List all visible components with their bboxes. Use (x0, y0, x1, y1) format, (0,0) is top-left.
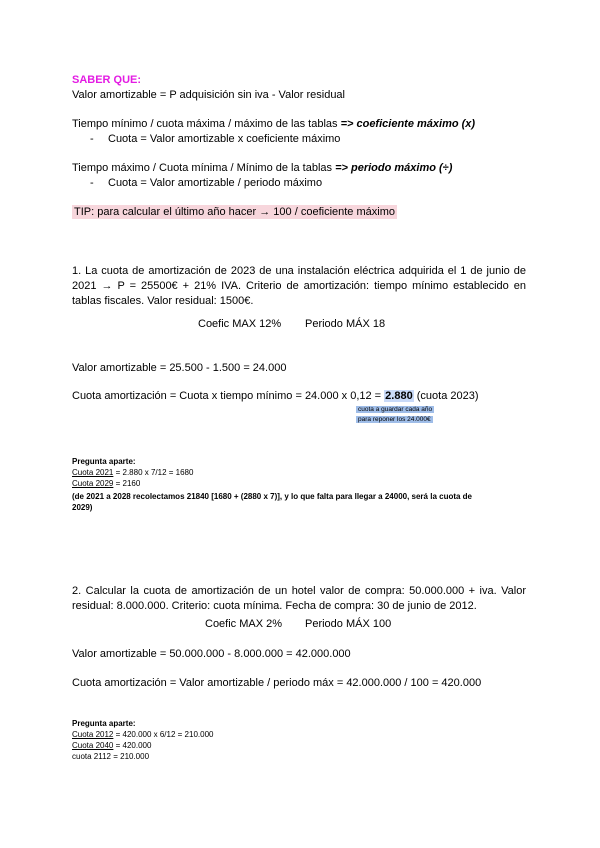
ex1-statement-line-2: 2021 → P = 25500€ + 21% IVA. Criterio de amortización: tiempo mínimo establecido en (72, 280, 526, 292)
ex1-note-line-2 (356, 415, 433, 424)
ex2-aparte-q1-label: Cuota 2012 (72, 730, 114, 739)
ex1-aparte-title: Pregunta aparte: (72, 457, 136, 466)
ex2-aparte-title: Pregunta aparte: (72, 719, 136, 728)
ex1-note-highlight-2: para reponer los 24.000€ (358, 416, 431, 423)
ex1-cuota-suffix: (cuota 2023) (413, 390, 479, 402)
rule-maximo (72, 117, 475, 131)
bullet-minimo-text: Cuota = Valor amortizable / periodo máximo (108, 177, 323, 189)
ex2-aparte-q2-value: = 420.000 (113, 741, 152, 750)
bullet-minimo (90, 176, 322, 190)
bullet-maximo-text: Cuota = Valor amortizable x coeficiente máximo (108, 133, 341, 145)
ex1-aparte-q2-value: = 2160 (113, 479, 141, 488)
ex1-aparte-q1-value: = 2.880 x 7/12 = 1680 (113, 468, 194, 477)
bullet-mark: - (90, 177, 94, 189)
ex1-aparte-q1 (72, 468, 193, 478)
ex2-aparte-q2-label: Cuota 2040 (72, 741, 114, 750)
ex2-aparte-q1-value: = 420.000 x 6/12 = 210.000 (113, 730, 214, 739)
ex2-aparte-q3: cuota 2112 = 210.000 (72, 752, 150, 761)
ex1-aparte-q2-label: Cuota 2029 (72, 479, 114, 488)
ex1-statement-line-3: tablas fiscales. Valor residual: 1500€. (72, 295, 254, 307)
rule-minimo-emphasis: => periodo máximo (÷) (335, 162, 453, 174)
ex1-coef: Coefic MAX 12% (198, 318, 282, 330)
ex2-valor-amortizable: Valor amortizable = 50.000.000 - 8.000.000 = 42.000.000 (72, 648, 351, 660)
ex1-statement-line-1: 1. La cuota de amortización de 2023 de una instalación eléctrica adquirida el 1 de junio de (72, 265, 526, 277)
rule-maximo-emphasis: => coeficiente máximo (x) (340, 118, 476, 130)
ex2-statement-line-2: residual: 8.000.000. Criterio: cuota mínima. Fecha de compra: 30 de junio de 2012. (72, 600, 477, 612)
ex1-aparte-q1-label: Cuota 2021 (72, 468, 114, 477)
ex1-aparte-note-line-2: 2029) (72, 503, 93, 512)
ex2-aparte-q1 (72, 730, 213, 740)
valor-amortizable-definition: Valor amortizable = P adquisición sin iva - Valor residual (72, 89, 345, 101)
ex1-aparte-q2 (72, 479, 140, 489)
ex1-periodo: Periodo MÁX 18 (305, 318, 386, 330)
rule-minimo (72, 161, 452, 175)
rule-maximo-text: Tiempo mínimo / cuota máxima / máximo de las tablas (72, 118, 341, 130)
section-title: SABER QUE: (72, 74, 142, 86)
tip (72, 205, 397, 219)
ex2-periodo: Periodo MÁX 100 (305, 618, 392, 630)
rule-minimo-text: Tiempo máximo / Cuota mínima / Mínimo de la tablas (72, 162, 336, 174)
ex1-cuota-text: Cuota amortización = Cuota x tiempo mínimo = 24.000 x 0,12 = (72, 390, 385, 402)
tip-highlight: TIP: para calcular el último año hacer → 100 / coeficiente máximo (74, 206, 395, 218)
ex1-valor-amortizable: Valor amortizable = 25.500 - 1.500 = 24.000 (72, 362, 287, 374)
ex1-note-line-1 (356, 405, 434, 414)
ex2-aparte-q2 (72, 741, 151, 751)
bullet-mark: - (90, 133, 94, 145)
ex1-note-highlight-1: cuota a guardar cada año (358, 406, 433, 413)
ex2-coef: Coefic MAX 2% (205, 618, 283, 630)
ex1-cuota-value: 2.880 (385, 390, 413, 402)
bullet-maximo (90, 132, 340, 146)
ex1-cuota (72, 389, 479, 403)
ex1-aparte-note-line-1: (de 2021 a 2028 recolectamos 21840 [1680 + (2880 x 7)], y lo que falta para llegar a 24000, será la cuota de (72, 492, 473, 501)
ex2-statement-line-1: 2. Calcular la cuota de amortización de un hotel valor de compra: 50.000.000 + iva. Valor (72, 585, 526, 597)
ex2-cuota: Cuota amortización = Valor amortizable / periodo máx = 42.000.000 / 100 = 420.000 (72, 677, 482, 689)
